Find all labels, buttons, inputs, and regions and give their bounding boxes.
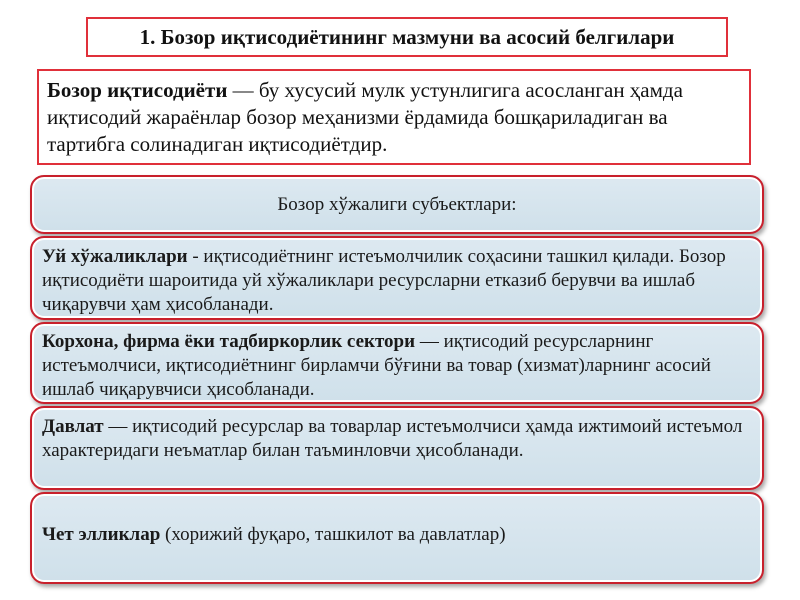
subject-line (42, 523, 506, 547)
subject-term: Корхона, фирма ёки тадбиркорлик сектори (42, 331, 416, 352)
subject-card-foreigners (30, 492, 764, 584)
slide-title-text: 1. Бозор иқтисодиётининг мазмуни ва асосий белгилари (139, 24, 675, 49)
subject-term: Давлат (42, 416, 104, 437)
subject-text: — иқтисодий ресурслар ва товарлар истеъмолчиси ҳамда ижтимоий истеъмол характеридаги неъматлар билан таъминловчи ҳисобланади. (42, 416, 743, 461)
subject-text: — иқтисодий ресурсларнинг истеъмолчиси, иқтисодиётнинг бирламчи бўғини ва товар (хизмат)ларнинг асосий ишлаб чиқарувчиси ҳисобланади. (42, 331, 711, 400)
subject-card-state (30, 406, 764, 490)
subject-text: (хорижий фуқаро, ташкилот ва давлатлар) (160, 524, 506, 545)
subjects-header-card (30, 175, 764, 234)
subject-term: Уй хўжаликлари (42, 246, 188, 267)
definition-box (37, 69, 751, 165)
definition-text: — бу хусусий мулк устунлигига асосланган ҳамда иқтисодий жараёнлар бозор меҳанизми ёрдамида бошқариладиган ва тартибга солинадиган иқтисодиётдир. (47, 78, 683, 156)
subject-text: - иқтисодиётнинг истеъмолчилик соҳасини ташкил қилади. Бозор иқтисодиёти шароитида уй хўжаликлари ресурсларни етказиб берувчи ва ишлаб чиқарувчи ҳам ҳисобланади. (42, 246, 726, 315)
slide-title (86, 17, 728, 57)
subject-card-households (30, 236, 764, 320)
subjects-header-text: Бозор хўжалиги субъектлари: (277, 193, 517, 215)
subject-term: Чет элликлар (42, 524, 161, 545)
definition-term: Бозор иқтисодиёти (47, 78, 228, 102)
subject-card-enterprise (30, 322, 764, 404)
